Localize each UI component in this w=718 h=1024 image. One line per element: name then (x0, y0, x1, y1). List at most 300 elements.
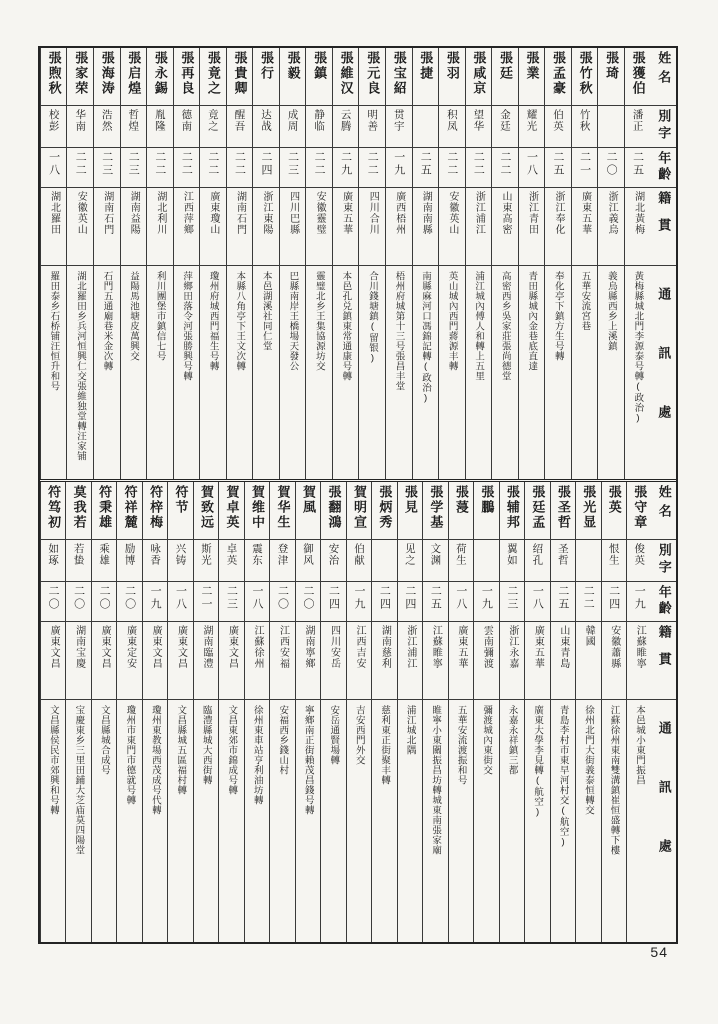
entry-age: 二二 (366, 151, 379, 177)
entry-alias-cell (66, 540, 90, 582)
entry-column (269, 482, 294, 942)
entry-age: 二三 (100, 151, 113, 177)
entry-name: 張毅 (285, 51, 301, 81)
entry-age: 一八 (251, 585, 263, 611)
entry-address-cell (270, 700, 294, 942)
entry-alias-cell (398, 540, 422, 582)
entry-name: 張煦秋 (46, 51, 62, 96)
entry-name-cell (321, 482, 345, 540)
entry-native-place: 浙江青田 (526, 191, 538, 235)
entry-age: 二二 (313, 151, 326, 177)
table-frame (38, 46, 678, 944)
entry-native-place: 湖南石門 (101, 191, 113, 235)
entry-name-cell (545, 48, 571, 106)
entry-address-cell (121, 266, 147, 479)
entry-column (346, 482, 371, 942)
entry-name: 符节 (173, 485, 189, 515)
entry-age-cell (359, 148, 385, 188)
header-native-cell (650, 188, 676, 266)
entry-age: 二〇 (72, 585, 85, 611)
entry-address-cell (492, 266, 518, 479)
entry-name: 張启煌 (126, 51, 142, 96)
entry-alias-cell (92, 540, 116, 582)
entry-age-cell (627, 582, 651, 622)
entry-native-place-cell (41, 188, 67, 266)
entry-address: 廣東大學李見轉(航空) (532, 705, 544, 818)
entry-column (544, 48, 571, 479)
entry-name: 張宝紹 (391, 51, 407, 96)
entry-name-cell (627, 482, 651, 540)
entry-name-cell (306, 48, 332, 106)
entry-alias: 御风 (301, 543, 314, 566)
entry-age-cell (347, 582, 371, 622)
entry-age-cell (386, 148, 412, 188)
entry-age-cell (168, 582, 192, 622)
entry-name-cell (398, 482, 422, 540)
entry-native-place: 江蘇睢寧 (634, 625, 646, 669)
entry-native-place-cell (333, 188, 359, 266)
entry-age-cell (602, 582, 626, 622)
entry-age-cell (194, 582, 218, 622)
entry-age-cell (253, 148, 279, 188)
entry-column (167, 482, 192, 942)
entry-column (422, 482, 447, 942)
entry-native-place: 韓國 (583, 625, 595, 647)
entry-age-cell (66, 582, 90, 622)
entry-age: 二三 (505, 585, 518, 611)
entry-address: 義烏縣西乡上溪鎮 (605, 271, 617, 351)
entry-name: 張業 (524, 51, 540, 81)
entry-age: 一八 (174, 585, 187, 611)
entry-native-place: 廣西梧州 (393, 191, 405, 235)
entry-address: 萍鄉田落令河張勝興号轉 (181, 271, 193, 381)
entry-native-place: 浙江浦江 (404, 625, 416, 669)
entry-native-place: 廣東文昌 (99, 625, 111, 669)
entry-address-cell (147, 266, 173, 479)
entry-address-cell (572, 266, 598, 479)
entry-age-cell (545, 148, 571, 188)
entry-address-cell (194, 700, 218, 942)
header-native-label: 籍貫 (656, 191, 672, 245)
entry-native-place-cell (306, 188, 332, 266)
entry-native-place-cell (551, 622, 575, 700)
entry-address-cell (576, 700, 600, 942)
entry-address-cell (280, 266, 306, 479)
entry-alias: 荷生 (454, 543, 467, 566)
header-name-label: 姓名 (656, 51, 672, 89)
entry-name: 張海涛 (99, 51, 115, 96)
entry-age-cell (227, 148, 253, 188)
entry-native-place-cell (168, 622, 192, 700)
entry-alias-cell (306, 106, 332, 148)
entry-alias: 华南 (74, 109, 87, 132)
entry-column (173, 48, 200, 479)
entry-address: 文昌縣城合成号 (98, 705, 110, 775)
entry-age: 二〇 (123, 585, 136, 611)
entry-address: 本邑城小東門振昌 (634, 705, 646, 785)
entry-address: 安岳通賢場轉 (328, 705, 340, 765)
entry-column (358, 48, 385, 479)
entry-address-cell (423, 700, 447, 942)
entry-name: 張廷孟 (530, 485, 546, 530)
entry-age: 二二 (153, 151, 166, 177)
entry-age-cell (576, 582, 600, 622)
header-alias-cell (650, 106, 676, 148)
entry-address-cell (347, 700, 371, 942)
entry-alias: 竹秋 (578, 109, 591, 132)
entry-native-place-cell (492, 188, 518, 266)
entry-native-place: 湖北利川 (154, 191, 166, 235)
entry-native-place: 廣東五華 (340, 191, 352, 235)
header-name-cell (650, 48, 676, 106)
entry-alias: 圣哲 (556, 543, 569, 566)
entry-name: 張竟之 (205, 51, 221, 96)
entry-address: 巴縣南岸王橋場天發公 (287, 271, 299, 371)
entry-name: 張獲伯 (630, 51, 646, 96)
entry-age: 一八 (47, 151, 60, 177)
entry-native-place: 四川巴縣 (287, 191, 299, 235)
entry-alias: 如琢 (47, 543, 60, 566)
entry-address: 益陽馬池塘皮萬興交 (128, 271, 140, 361)
entry-column (473, 482, 498, 942)
entry-native-place-cell (625, 188, 651, 266)
entry-alias-cell (117, 540, 141, 582)
entry-address: 永嘉永祥鎮三都 (506, 705, 518, 775)
entry-native-place-cell (598, 188, 624, 266)
entry-age-cell (321, 582, 345, 622)
entry-name: 賀致远 (199, 485, 215, 530)
header-alias-label: 別字 (656, 109, 672, 143)
entry-column (40, 482, 65, 942)
entry-native-place-cell (174, 188, 200, 266)
entry-address-cell (598, 266, 624, 479)
entry-alias-cell (500, 540, 524, 582)
entry-age: 二二 (582, 585, 595, 611)
entry-address: 本邑孔兑鎮東常通康号轉 (340, 271, 352, 381)
entry-alias-cell (551, 540, 575, 582)
entry-address: 奉化亭下鎮方生号轉 (552, 271, 564, 361)
entry-column (65, 482, 90, 942)
entry-name: 賀卓英 (224, 485, 240, 530)
entry-native-place-cell (576, 622, 600, 700)
entry-native-place: 湖南宝慶 (73, 625, 85, 669)
entry-age: 一八 (531, 585, 544, 611)
entry-name-cell (92, 482, 116, 540)
entry-name: 符祥麓 (122, 485, 138, 530)
entry-native-place-cell (219, 622, 243, 700)
entry-native-place-cell (296, 622, 320, 700)
entry-name: 張見 (402, 485, 418, 515)
entry-age: 二二 (498, 151, 511, 177)
entry-age: 一九 (392, 151, 405, 177)
entry-address: 五華安流渡振和号 (455, 705, 467, 785)
entry-age: 二二 (180, 151, 193, 177)
entry-alias: 积凤 (445, 109, 458, 132)
entry-age-cell (333, 148, 359, 188)
entry-name: 張元良 (365, 51, 381, 96)
entry-column (218, 482, 243, 942)
entry-alias-cell (174, 106, 200, 148)
entry-column (491, 48, 518, 479)
entry-alias-cell (598, 106, 624, 148)
entry-column (305, 48, 332, 479)
entry-native-place: 湖南慈利 (379, 625, 391, 669)
entry-name-cell (219, 482, 243, 540)
entry-native-place: 浙江東陽 (261, 191, 273, 235)
entry-alias: 励博 (123, 543, 136, 566)
entry-address-cell (466, 266, 492, 479)
entry-native-place: 廣東定安 (124, 625, 136, 669)
entry-column (244, 482, 269, 942)
entry-name: 張竹秋 (577, 51, 593, 96)
entry-alias-cell (525, 540, 549, 582)
entry-native-place-cell (67, 188, 93, 266)
entry-native-place-cell (359, 188, 385, 266)
entry-address: 湖北羅田乡兵河恒興仁交張維独堂轉汪家铺 (74, 271, 86, 461)
entry-name: 賀明宣 (351, 485, 367, 530)
entry-column (199, 48, 226, 479)
entry-native-place-cell (525, 622, 549, 700)
entry-name: 賀维中 (250, 485, 265, 530)
entry-alias: 静临 (313, 109, 326, 132)
entry-address: 睢寧小東關振昌坊轉城東南張家廟 (430, 705, 442, 855)
entry-alias-cell (147, 106, 173, 148)
entry-address: 文昌縣侯民市郊興和号轉 (47, 705, 59, 815)
entry-age-cell (449, 582, 473, 622)
entry-native-place-cell (147, 188, 173, 266)
entry-column (320, 482, 345, 942)
entry-native-place: 浙江奉化 (553, 191, 565, 235)
entry-native-place-cell (347, 622, 371, 700)
entry-native-place-cell (194, 622, 218, 700)
entry-alias: 斯光 (200, 543, 213, 566)
entry-column (465, 48, 492, 479)
entry-name-cell (572, 48, 598, 106)
entry-alias: 望华 (472, 109, 485, 132)
entry-age-cell (41, 148, 67, 188)
entry-address: 瓊州市東門市德就号轉 (124, 705, 136, 805)
entry-name-cell (67, 48, 93, 106)
entry-native-place: 雲南彌渡 (481, 625, 493, 669)
entry-native-place: 湖北羅田 (48, 191, 60, 235)
entry-address: 靈璧北乡王集協源坊交 (313, 271, 325, 371)
entry-native-place: 湖南臨澧 (201, 625, 213, 669)
entry-name: 張貴卿 (232, 51, 248, 96)
entry-age-cell (572, 148, 598, 188)
entry-native-place: 廣東五華 (532, 625, 544, 669)
entry-age: 一九 (149, 585, 162, 611)
entry-address-cell (253, 266, 279, 479)
entry-name: 張再良 (179, 51, 195, 96)
entry-name-cell (359, 48, 385, 106)
entry-name-cell (372, 482, 396, 540)
entry-address-cell (359, 266, 385, 479)
entry-address-cell (94, 266, 120, 479)
entry-name: 莫我若 (71, 485, 87, 530)
header-name-label: 姓名 (656, 485, 672, 523)
entry-alias: 安治 (327, 543, 340, 566)
entry-address: 文昌縣城五區福村轉 (175, 705, 187, 795)
entry-alias-cell (253, 106, 279, 148)
entry-age: 二四 (327, 585, 340, 611)
entry-column (371, 482, 396, 942)
entry-native-place: 四川合川 (367, 191, 379, 235)
entry-alias-cell (572, 106, 598, 148)
entry-column (332, 48, 359, 479)
entry-name-cell (117, 482, 141, 540)
entry-address-cell (66, 700, 90, 942)
entry-column (93, 48, 120, 479)
entry-address: 安福西乡錢山村 (277, 705, 289, 775)
entry-age: 二二 (472, 151, 485, 177)
entry-native-place-cell (270, 622, 294, 700)
entry-native-place: 安徽蕭縣 (608, 625, 620, 669)
entry-alias-cell (94, 106, 120, 148)
entry-address: 高密西乡吳家莊張尚德堂 (499, 271, 511, 381)
entry-age-cell (474, 582, 498, 622)
entry-column (624, 48, 651, 479)
entry-column (597, 48, 624, 479)
entry-column (295, 482, 320, 942)
entry-address-cell (602, 700, 626, 942)
entry-age: 一九 (352, 585, 365, 611)
entry-address: 臨澧縣城大西街轉 (200, 705, 212, 785)
entry-alias-cell (545, 106, 571, 148)
directory-section-bottom (40, 482, 676, 942)
entry-address-cell (41, 266, 67, 479)
entry-native-place: 山東高密 (499, 191, 511, 235)
entry-native-place-cell (227, 188, 253, 266)
entry-alias-cell (280, 106, 306, 148)
entry-alias: 竟之 (206, 109, 219, 132)
entry-address-cell (174, 266, 200, 479)
entry-age-cell (270, 582, 294, 622)
entry-age: 二四 (403, 585, 416, 611)
entry-native-place: 廣東文昌 (48, 625, 60, 669)
entry-name-cell (94, 48, 120, 106)
entry-age: 一九 (480, 585, 493, 611)
entry-alias-cell (347, 540, 371, 582)
entry-age: 二〇 (605, 151, 618, 177)
entry-alias-cell (194, 540, 218, 582)
entry-age: 二九 (339, 151, 352, 177)
entry-name: 張永錫 (152, 51, 168, 96)
entry-native-place-cell (121, 188, 147, 266)
entry-native-place-cell (92, 622, 116, 700)
entry-column (226, 48, 253, 479)
entry-column (91, 482, 116, 942)
entry-age: 二五 (429, 585, 442, 611)
header-age-label: 年齡 (656, 585, 672, 617)
entry-age-cell (466, 148, 492, 188)
entry-alias-cell (333, 106, 359, 148)
entry-age: 二五 (556, 585, 569, 611)
entry-age: 二五 (552, 151, 565, 177)
entry-alias-cell (627, 540, 651, 582)
entry-native-place-cell (572, 188, 598, 266)
entry-name: 張咸京 (471, 51, 487, 96)
entry-alias: 云腾 (339, 109, 352, 132)
entry-name: 張光显 (581, 485, 597, 530)
entry-address: 瓊州東教場西茂成号代轉 (149, 705, 161, 815)
entry-native-place: 山東青島 (557, 625, 569, 669)
entry-address-cell (474, 700, 498, 942)
entry-native-place: 廣東五華 (455, 625, 467, 669)
entry-alias: 见之 (403, 543, 416, 566)
entry-name-cell (270, 482, 294, 540)
entry-native-place-cell (449, 622, 473, 700)
entry-age-cell (143, 582, 167, 622)
entry-native-place-cell (41, 622, 65, 700)
entry-alias: 耀光 (525, 109, 538, 132)
entry-age: 一八 (454, 585, 467, 611)
entry-column (550, 482, 575, 942)
entry-name-cell (296, 482, 320, 540)
entry-name-cell (474, 482, 498, 540)
entry-alias-cell (67, 106, 93, 148)
entry-name-cell (333, 48, 359, 106)
entry-alias-cell (121, 106, 147, 148)
entry-alias-cell (41, 106, 67, 148)
entry-native-place-cell (143, 622, 167, 700)
entry-address: 浦江城內傅人和轉上五里 (473, 271, 485, 381)
entry-alias-cell (372, 540, 396, 582)
entry-column (116, 482, 141, 942)
entry-name: 張行 (259, 51, 275, 81)
entry-column (120, 48, 147, 479)
entry-name-cell (449, 482, 473, 540)
entry-address: 南縣麻河口馮錦記轉(政治) (420, 271, 432, 404)
entry-alias-cell (200, 106, 226, 148)
entry-native-place: 安徽英山 (75, 191, 87, 235)
entry-age-cell (296, 582, 320, 622)
entry-age: 二三 (127, 151, 140, 177)
entry-age-cell (117, 582, 141, 622)
entry-address-cell (117, 700, 141, 942)
entry-address: 寧鄉南正街賴茂昌錢号轉 (302, 705, 314, 815)
entry-age: 二二 (206, 151, 219, 177)
entry-age-cell (519, 148, 545, 188)
entry-age-cell (423, 582, 447, 622)
entry-name-cell (41, 482, 65, 540)
entry-native-place: 廣東文昌 (175, 625, 187, 669)
entry-native-place: 江西安福 (277, 625, 289, 669)
entry-native-place: 廣東五華 (579, 191, 591, 235)
entry-address-cell (386, 266, 412, 479)
entry-name: 賀風 (300, 485, 316, 515)
entry-age: 一九 (633, 585, 646, 611)
entry-age-cell (525, 582, 549, 622)
entry-age: 二三 (286, 151, 299, 177)
entry-column (146, 48, 173, 479)
entry-age: 二二 (233, 151, 246, 177)
entry-native-place-cell (398, 622, 422, 700)
header-address-label: 通訊處 (656, 721, 672, 898)
entry-address: 徐州北門大街義泰恒轉交 (583, 705, 595, 815)
entry-name: 張孟豪 (551, 51, 567, 96)
entry-alias-cell (423, 540, 447, 582)
entry-alias: 恨生 (607, 543, 620, 566)
entry-name: 張辅邦 (504, 485, 520, 530)
entry-name-cell (525, 482, 549, 540)
entry-alias: 浩然 (100, 109, 113, 132)
entry-alias-cell (492, 106, 518, 148)
entry-address: 青田縣城內金巷底直達 (526, 271, 538, 371)
entry-name-cell (168, 482, 192, 540)
entry-name: 張圣哲 (555, 485, 571, 530)
entry-address-cell (227, 266, 253, 479)
entry-alias: 咏香 (149, 543, 162, 566)
